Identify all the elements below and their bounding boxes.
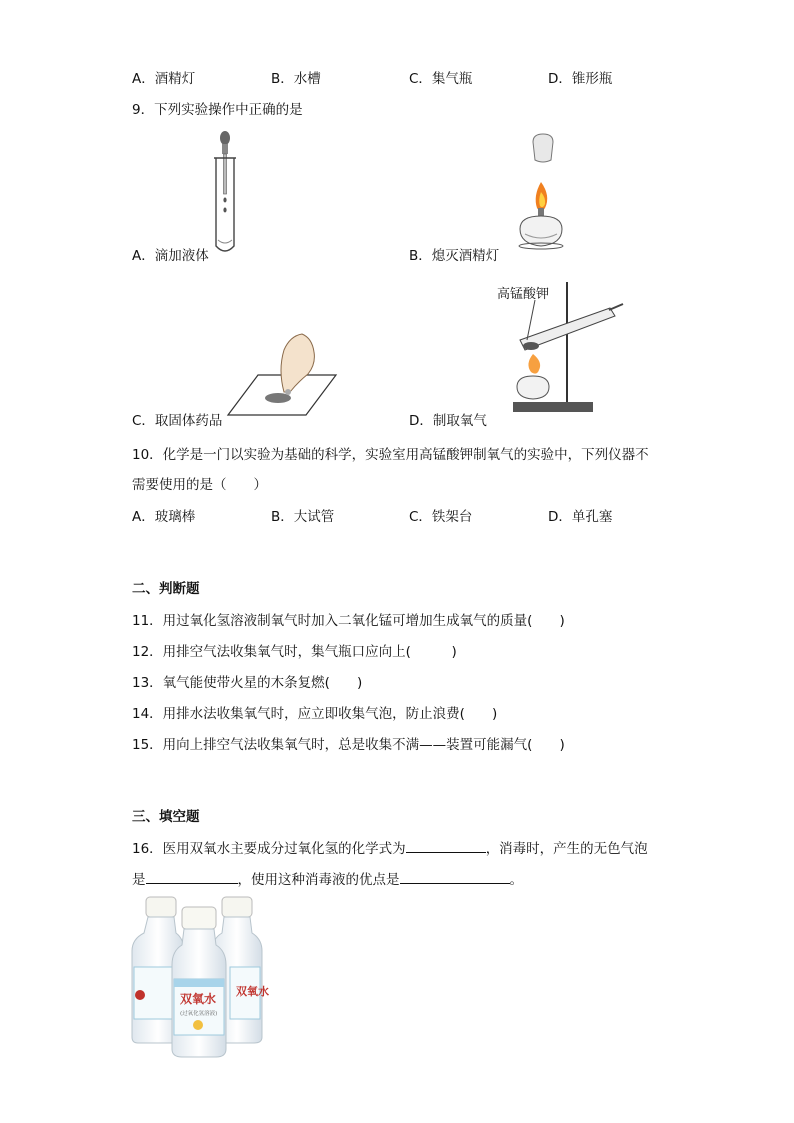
hydrogen-peroxide-bottles-illustration (130, 895, 280, 1060)
q10-stem-line2: 需要使用的是（ ） (132, 477, 267, 493)
q16-text-5: 。 (509, 872, 523, 888)
q16-blank-1[interactable] (406, 838, 486, 853)
back-bottle-label: 双氧水 (236, 985, 269, 998)
q16-line1 (132, 837, 648, 857)
q9-option-c: C．取固体药品 (132, 413, 223, 429)
q9-option-b: B．熄灭酒精灯 (409, 248, 500, 264)
potassium-permanganate-label: 高锰酸钾 (497, 287, 550, 302)
q10-option-d: D．单孔塞 (548, 509, 613, 525)
q9-stem: 9．下列实验操作中正确的是 (132, 102, 303, 118)
section-2-title: 二、判断题 (132, 581, 200, 597)
q16-blank-2[interactable] (146, 869, 238, 884)
q9-option-a: A．滴加液体 (132, 248, 209, 264)
q8-option-d: D．锥形瓶 (548, 71, 613, 87)
dropper-illustration (205, 128, 245, 258)
hand-solid-illustration (228, 330, 338, 420)
q10-option-a: A．玻璃棒 (132, 509, 196, 525)
judgement-item-13: 13．氧气能使带火星的木条复燃( ) (132, 675, 363, 691)
q9-option-d: D．制取氧气 (409, 413, 487, 429)
q8-option-c: C．集气瓶 (409, 71, 473, 87)
judgement-item-12: 12．用排空气法收集氧气时，集气瓶口应向上( ) (132, 644, 457, 660)
q10-option-b: B．大试管 (271, 509, 335, 525)
q16-text-2: ，消毒时，产生的无色气泡 (485, 841, 648, 857)
q16-line2 (132, 868, 523, 888)
front-bottle-label: 双氧水 (180, 992, 217, 1006)
q8-option-a: A．酒精灯 (132, 71, 196, 87)
oxygen-apparatus-illustration (505, 282, 630, 414)
q16-blank-3[interactable] (400, 869, 510, 884)
q16-text-4: ，使用这种消毒液的优点是 (237, 872, 400, 888)
judgement-item-15: 15．用向上排空气法收集氧气时，总是收集不满——装置可能漏气( ) (132, 737, 565, 753)
judgement-item-14: 14．用排水法收集氧气时，应立即收集气泡，防止浪费( ) (132, 706, 498, 722)
judgement-item-11: 11．用过氧化氢溶液制氧气时加入二氧化锰可增加生成氧气的质量( ) (132, 613, 565, 629)
q16-text-3: 是 (132, 872, 146, 888)
q10-option-c: C．铁架台 (409, 509, 473, 525)
alcohol-lamp-illustration (505, 134, 575, 254)
section-3-title: 三、填空题 (132, 809, 200, 825)
q16-text-1: 16．医用双氧水主要成分过氧化氢的化学式为 (132, 841, 406, 857)
front-bottle-sublabel: (过氧化氢溶液) (180, 1011, 218, 1017)
q8-option-b: B．水槽 (271, 71, 321, 87)
q10-stem-line1: 10．化学是一门以实验为基础的科学，实验室用高锰酸钾制氧气的实验中，下列仪器不 (132, 447, 649, 463)
